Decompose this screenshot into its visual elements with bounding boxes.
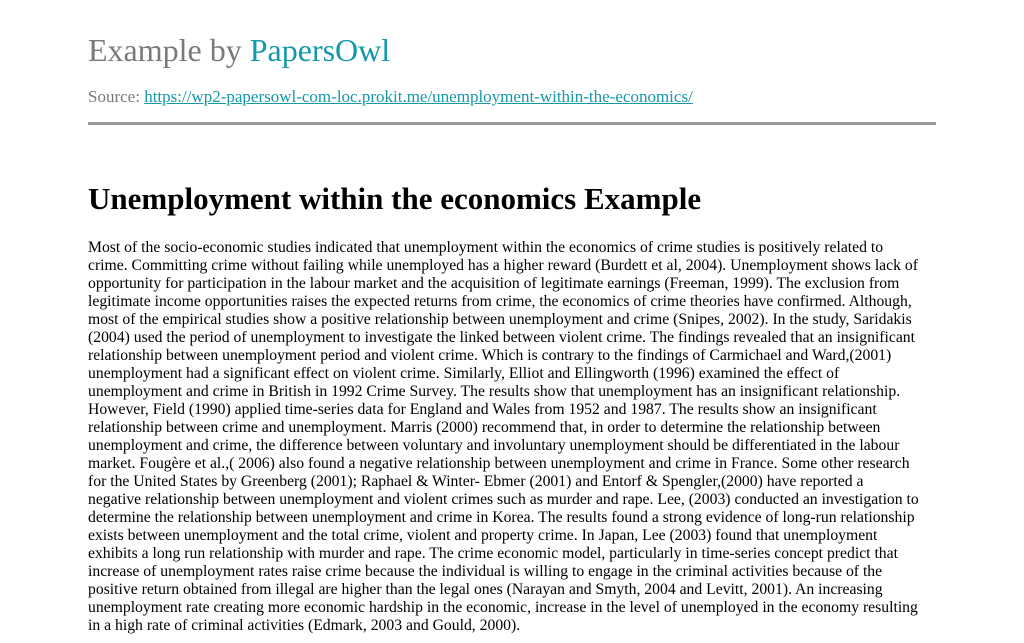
paragraph-line: opportunity for participation in the labour market and the acquisition of legitimate earnings (Freeman, 1999). The exclusion from	[88, 275, 900, 292]
brand-header	[88, 30, 390, 70]
paragraph-line: crime. Committing crime without failing while unemployed has a higher reward (Burdett et al, 2004). Unemployment shows lack of	[88, 257, 918, 274]
paragraph-line: positive return obtained from illegal are higher than the legal ones (Narayan and Smyth, 2004 and Levitt, 2001). An increasing	[88, 581, 883, 598]
paragraph-line: legitimate income opportunities raises the expected returns from crime, the economics of crime theories have confirmed. Although,	[88, 293, 912, 310]
brand-name: PapersOwl	[249, 32, 391, 68]
paragraph-line: relationship between unemployment period and violent crime. Which is contrary to the findings of Carmichael and Ward,(2001)	[88, 347, 892, 364]
paragraph-line: in a high rate of criminal activities (Edmark, 2003 and Gould, 2000).	[88, 617, 521, 634]
paragraph-line: unemployment rate creating more economic hardship in the economic, increase in the level of unemployed in the economy resulting	[88, 599, 918, 616]
source-label: Source:	[88, 87, 140, 106]
article-body	[88, 239, 936, 635]
paragraph-line: relationship between crime and unemployment. Marris (2000) recommend that, in order to determine the relationship between	[88, 419, 881, 436]
paragraph-line: unemployment and crime in British in 1992 Crime Survey. The results show that unemployment has an insignificant relationship.	[88, 383, 901, 400]
paragraph-line: exists between unemployment and the total crime, violent and property crime. In Japan, Lee (2003) found that unemployment	[88, 527, 878, 544]
paragraph-line: determine the relationship between unemployment and crime in Korea. The results found a strong evidence of long-run relationship	[88, 509, 915, 526]
paragraph-line: However, Field (1990) applied time-series data for England and Wales from 1952 and 1987. The results show an insignificant	[88, 401, 877, 418]
brand-prefix: Example by	[88, 32, 242, 68]
article-title: Unemployment within the economics Example	[88, 181, 702, 216]
header-divider	[88, 122, 936, 125]
paragraph-line: exhibits a long run relationship with murder and rape. The crime economic model, particularly in time-series concept predict that	[88, 545, 898, 562]
source-line	[88, 86, 693, 108]
source-link[interactable]: https://wp2-papersowl-com-loc.prokit.me/unemployment-within-the-economics/	[144, 87, 693, 106]
paragraph-line: market. Fougère et al.,( 2006) also found a negative relationship between unemployment and crime in France. Some other research	[88, 455, 910, 472]
paragraph-line: for the United States by Greenberg (2001); Raphael & Winter- Ebmer (2001) and Entorf & Spengler,(2000) have reported a	[88, 473, 864, 490]
paragraph-line: unemployment and crime, the difference between voluntary and involuntary unemployment should be differentiated in the labour	[88, 437, 900, 454]
paragraph-line: negative relationship between unemployment and violent crimes such as murder and rape. Lee, (2003) conducted an investigation to	[88, 491, 919, 508]
paragraph-line: unemployment had a significant effect on violent crime. Similarly, Elliot and Ellingworth (1996) examined the effect of	[88, 365, 840, 382]
paragraph-line: Most of the socio-economic studies indicated that unemployment within the economics of crime studies is positively related to	[88, 239, 884, 256]
paragraph-line: most of the empirical studies show a positive relationship between unemployment and crime (Snipes, 2002). In the study, Saridakis	[88, 311, 912, 328]
paragraph-line: increase of unemployment rates raise crime because the individual is willing to engage in the criminal activities because of the	[88, 563, 883, 580]
paragraph-line: (2004) used the period of unemployment to investigate the linked between violent crime. The findings revealed that an insignificant	[88, 329, 915, 346]
